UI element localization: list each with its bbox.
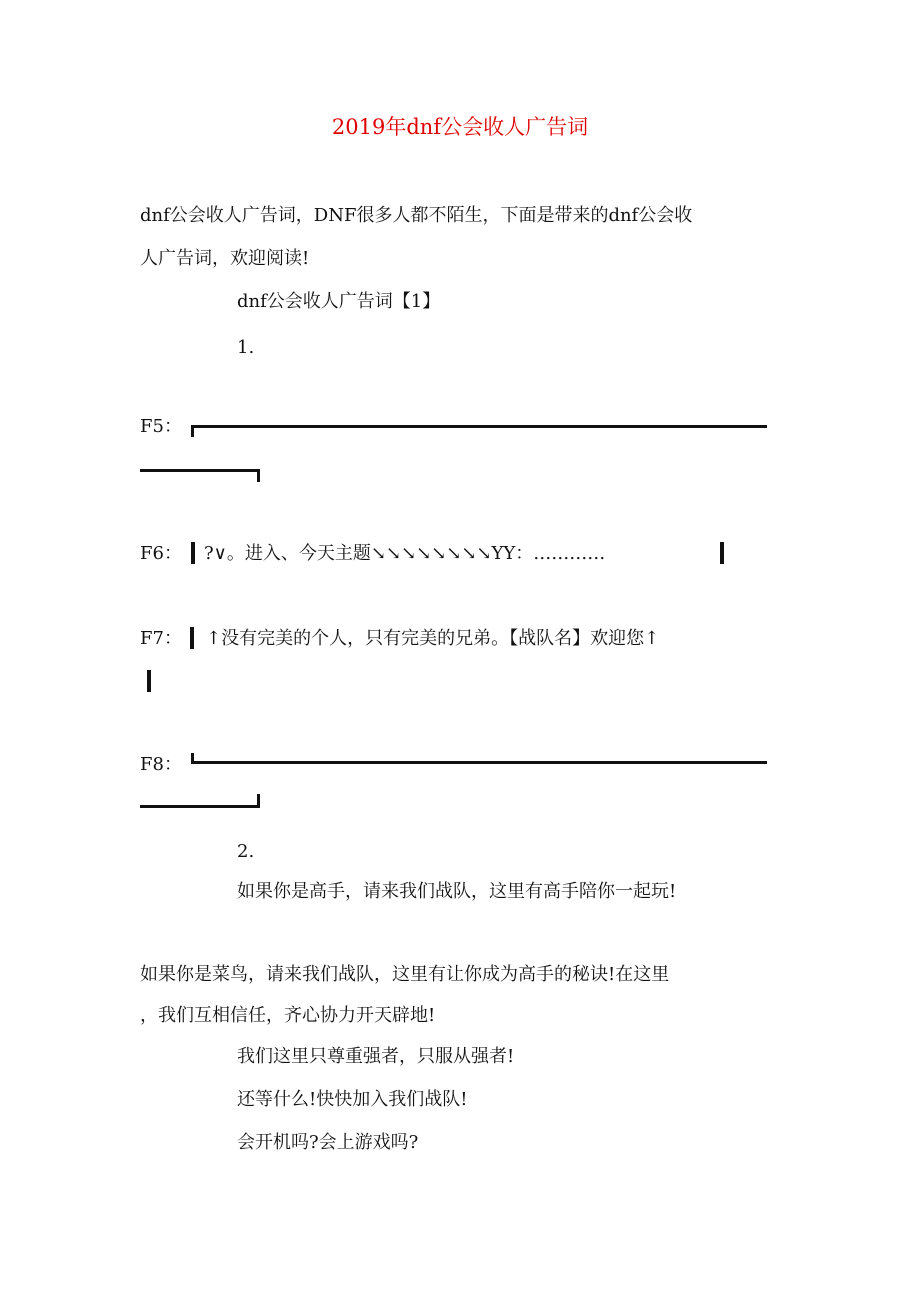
- section-heading: dnf公会收人广告词【1】: [237, 291, 441, 312]
- f7-right-bar: [147, 670, 151, 692]
- paragraph-can-play: 会开机吗?会上游戏吗?: [237, 1132, 419, 1153]
- f7-left-bar: [190, 627, 194, 649]
- f5-continuation-line: [140, 469, 260, 472]
- paragraph-experts: 如果你是高手，请来我们战队，这里有高手陪你一起玩!: [237, 881, 677, 902]
- intro-paragraph-line-1: dnf公会收人广告词，DNF很多人都不陌生，下面是带来的dnf公会收: [140, 205, 693, 226]
- f8-continuation-line: [140, 805, 260, 808]
- f5-label: F5：: [140, 416, 182, 437]
- f5-corner-right: [257, 469, 260, 482]
- document-title: 2019年dnf公会收人广告词: [331, 115, 589, 139]
- f7-label: F7：: [140, 628, 182, 649]
- f6-text: ?∨。进入、今天主题↘↘↘↘↘↘↘↘YY：…………: [204, 543, 606, 564]
- f6-label: F6：: [140, 543, 182, 564]
- f6-right-bar: [720, 542, 724, 564]
- f7-text: ↑没有完美的个人，只有完美的兄弟。【战队名】欢迎您↑: [206, 628, 660, 649]
- intro-paragraph-line-2: 人广告词，欢迎阅读!: [140, 248, 310, 269]
- f5-corner-left: [191, 425, 194, 437]
- f8-label: F8：: [140, 754, 182, 775]
- item-number-1: 1.: [237, 337, 255, 358]
- f8-corner-right: [257, 794, 260, 808]
- paragraph-newbies-line-1: 如果你是菜鸟，请来我们战队，这里有让你成为高手的秘诀!在这里: [140, 964, 670, 985]
- paragraph-newbies-line-2: ，我们互相信任，齐心协力开天辟地!: [140, 1005, 436, 1026]
- f6-left-bar: [191, 542, 195, 564]
- paragraph-respect-strong: 我们这里只尊重强者，只服从强者!: [237, 1046, 515, 1067]
- paragraph-join-now: 还等什么!快快加入我们战队!: [237, 1089, 468, 1110]
- f8-bottom-line: [191, 761, 767, 764]
- f5-top-line: [191, 425, 767, 428]
- item-number-2: 2.: [237, 841, 255, 862]
